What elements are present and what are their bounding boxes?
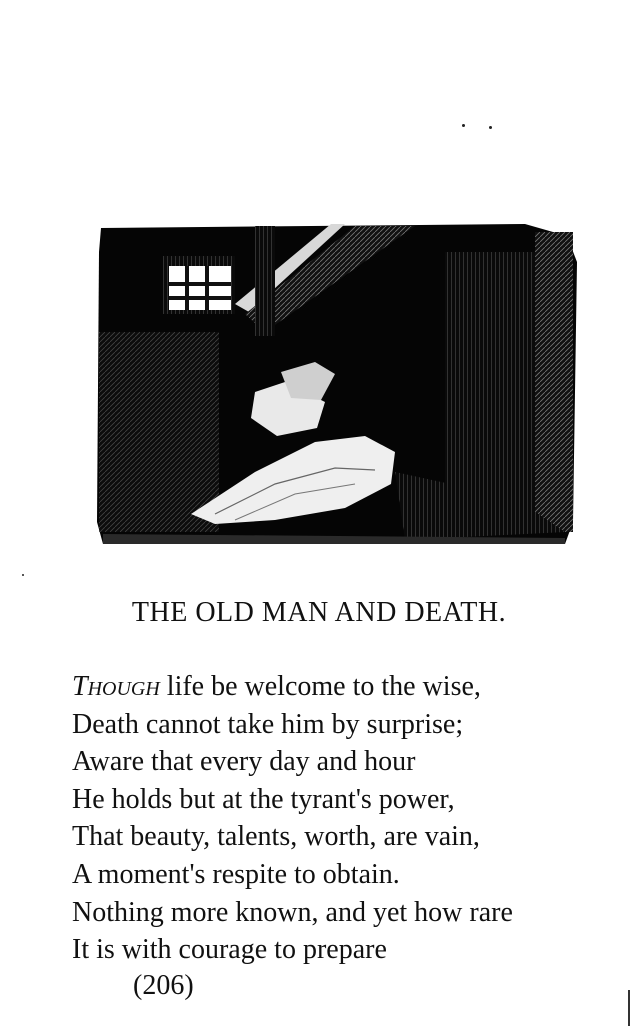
page-number: (206): [133, 970, 194, 1001]
poem-line: It is with courage to prepare: [72, 934, 387, 966]
engraving-illustration: [95, 222, 579, 548]
print-speck: [489, 126, 492, 129]
margin-rule: [628, 990, 630, 1026]
poem-line-rest: life be welcome to the wise,: [159, 671, 481, 702]
poem-line: A moment's respite to obtain.: [72, 858, 400, 890]
drop-word: Though: [72, 671, 160, 702]
print-speck: [22, 574, 24, 576]
poem-line: Aware that every day and hour: [72, 746, 416, 778]
poem-line: That beauty, talents, worth, are vain,: [72, 821, 480, 853]
poem-line: Death cannot take him by surprise;: [72, 708, 464, 740]
poem-line: [72, 668, 513, 706]
poem-line: He holds but at the tyrant's power,: [72, 783, 455, 815]
print-speck: [462, 124, 465, 127]
poem-line: Nothing more known, and yet how rare: [72, 896, 513, 928]
page-title: THE OLD MAN AND DEATH.: [131, 597, 507, 628]
poem: [72, 668, 513, 969]
